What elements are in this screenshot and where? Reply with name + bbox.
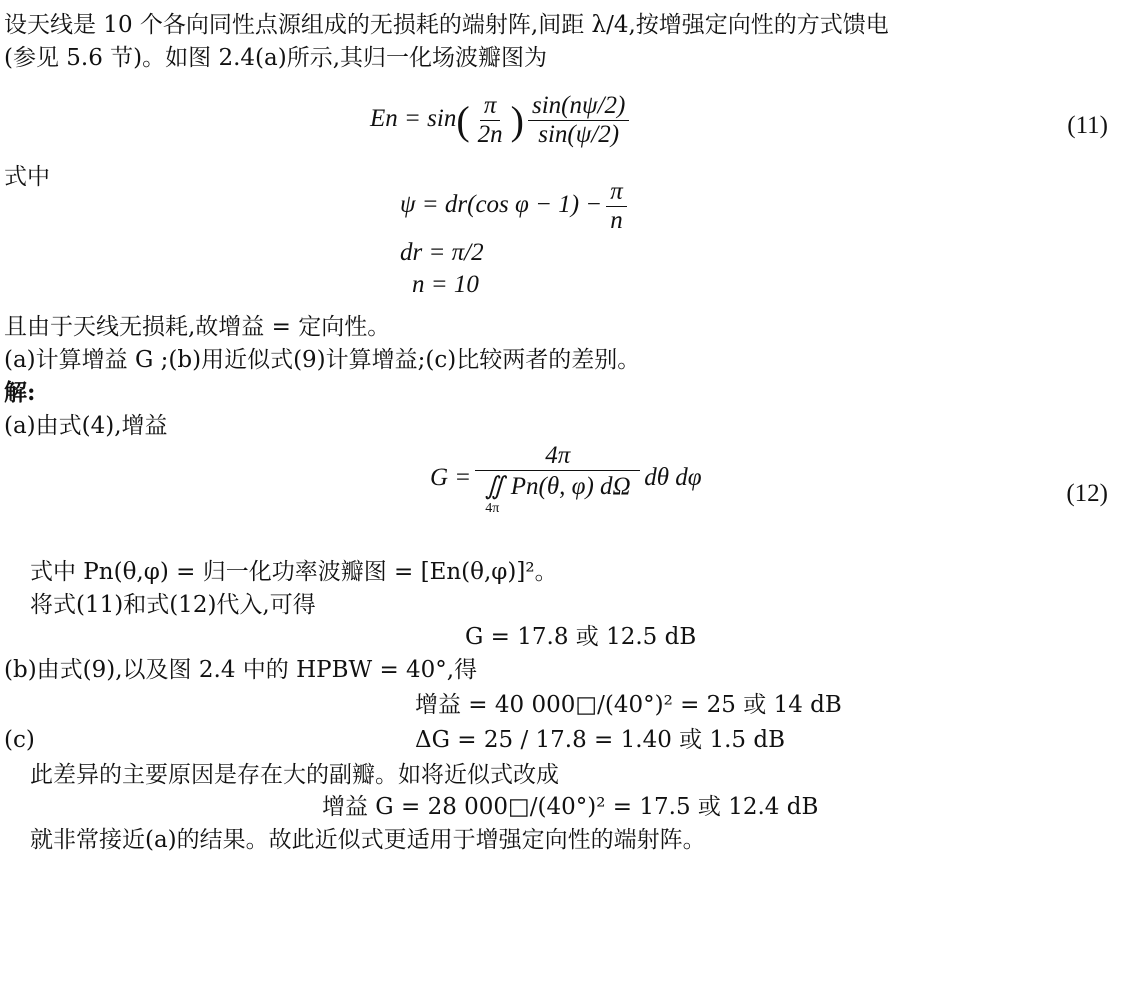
part-a-substitute: 将式(11)和式(12)代入,可得 [30, 592, 316, 618]
eq11-lhs: En = sin [370, 105, 457, 133]
equation-12-label: (12) [1066, 480, 1108, 507]
intro-line-2: (参见 5.6 节)。如图 2.4(a)所示,其归一化场波瓣图为 [4, 45, 548, 71]
eq12-denominator: ∬ Pn(θ, φ) dΩ [484, 473, 631, 500]
eq11-2n: 2n [477, 121, 503, 148]
eq11-numerator: sin(nψ/2) [528, 92, 629, 121]
solution-label [4, 378, 36, 408]
task-statement: (a)计算增益 G ;(b)用近似式(9)计算增益;(c)比较两者的差别。 [4, 347, 641, 373]
eq12-lhs: G = [430, 464, 472, 492]
intro-line-1: 设天线是 10 个各向同性点源组成的无损耗的端射阵,间距 λ/4,按增强定向性的方式馈电 [4, 12, 889, 38]
solution-label-text: 解: [4, 379, 36, 406]
eq12-tail: dθ dφ [644, 464, 702, 492]
eq11-pi: π [480, 92, 501, 121]
equation-11: En = sin( $\frac{\pi}{2n}$ ) $\frac{\sin(n\psi/2)}{\sin(\psi/2)}$ [370, 92, 633, 149]
psi-frac-den: n [610, 207, 623, 234]
eq12-numerator: 4π [475, 442, 640, 471]
eq11-denominator: sin(ψ/2) [538, 121, 620, 148]
n-definition: n = 10 [412, 271, 479, 298]
part-a-where: 式中 Pn(θ,φ) = 归一化功率波瓣图 = [En(θ,φ)]²。 [30, 559, 558, 585]
part-c-label: (c) [4, 727, 35, 753]
part-c-result: ΔG = 25 / 17.8 = 1.40 或 1.5 dB [415, 727, 785, 753]
part-a-result: G = 17.8 或 12.5 dB [465, 624, 697, 650]
part-b-intro: (b)由式(9),以及图 2.4 中的 HPBW = 40°,得 [4, 657, 478, 683]
equation-12 [430, 442, 702, 517]
lossless-statement: 且由于天线无损耗,故增益 = 定向性。 [4, 314, 391, 340]
part-c-reason: 此差异的主要原因是存在大的副瓣。如将近似式改成 [30, 762, 559, 788]
equation-11-label: (11) [1067, 112, 1108, 139]
eq12-subscript: 4π [485, 501, 500, 516]
psi-expression: ψ = dr(cos φ − 1) − [400, 191, 603, 219]
part-c-conclusion: 就非常接近(a)的结果。故此近似式更适用于增强定向性的端射阵。 [30, 827, 706, 853]
where-label: 式中 [4, 164, 50, 190]
psi-definition [400, 178, 631, 235]
part-a-intro: (a)由式(4),增益 [4, 413, 168, 439]
dr-definition: dr = π/2 [400, 239, 484, 266]
psi-frac-num: π [606, 178, 627, 207]
part-c-modified: 增益 G = 28 000□/(40°)² = 17.5 或 12.4 dB [322, 794, 819, 820]
part-b-result: 增益 = 40 000□/(40°)² = 25 或 14 dB [415, 692, 842, 718]
